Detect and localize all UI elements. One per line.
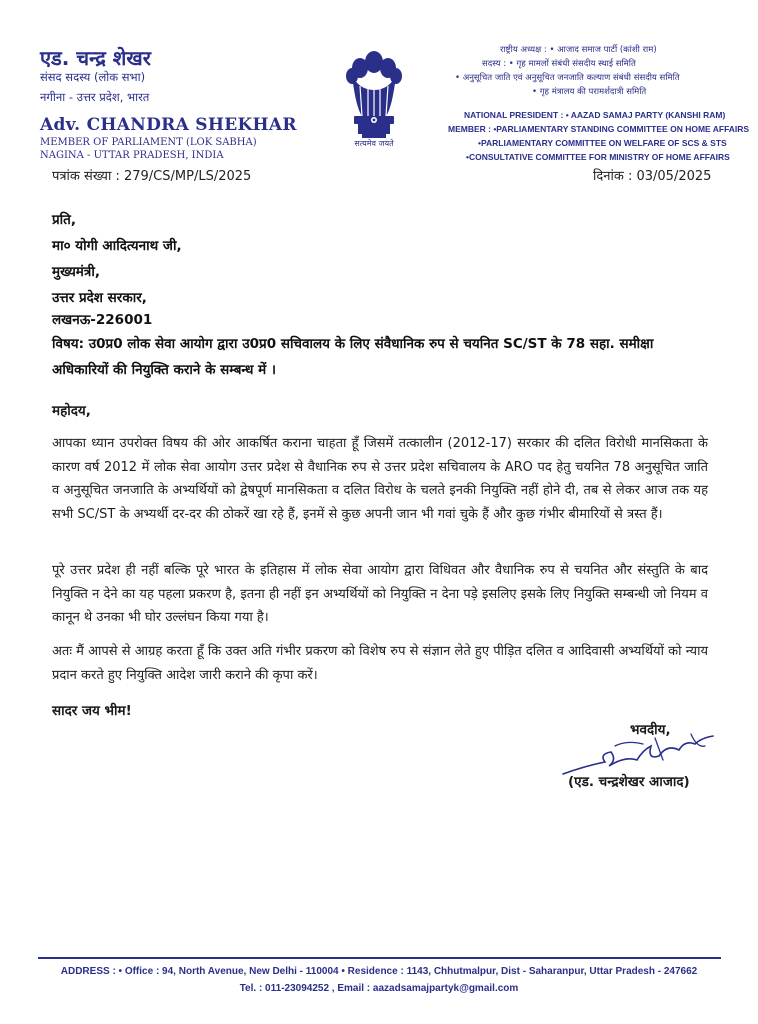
emblem-motto: सत्यमेव जयते bbox=[354, 139, 394, 148]
footer-divider bbox=[38, 957, 721, 959]
footer-address: ADDRESS : • Office : 94, North Avenue, New Delhi - 110004 • Residence : 1143, Chhutmalpur, Dist - Saharanpur, Uttar Pradesh - 247662 bbox=[60, 966, 698, 977]
letterhead-english-role-2: MEMBER : •PARLIAMENTARY STANDING COMMITTEE ON HOME AFFAIRS bbox=[448, 124, 750, 134]
addressee-line: प्रति, bbox=[52, 212, 77, 228]
letterhead-english-role-4: •CONSULTATIVE COMMITTEE FOR MINISTRY OF HOME AFFAIRS bbox=[466, 152, 730, 162]
salutation: महोदय, bbox=[52, 403, 91, 419]
letterhead-english-role-1: NATIONAL PRESIDENT : • AAZAD SAMAJ PARTY (KANSHI RAM) bbox=[464, 110, 726, 120]
national-emblem-icon bbox=[338, 46, 410, 146]
letterhead-english-designation: MEMBER OF PARLIAMENT (LOK SABHA) bbox=[40, 137, 257, 148]
body-paragraph: पूरे उत्तर प्रदेश ही नहीं बल्कि पूरे भारत के इतिहास में लोक सेवा आयोग द्वारा विधिवत और वैधानिक रुप से चयनित और संस्तुति के बाद नियुक्ति न देने का यह पहला प्रकरण है, इतना ही नहीं इन अभ्यर्थियों को नियुक्ति न देना पड़े इसलिए इसके लिए नियुक्ति सम्बन्धी जो नियम व कानून थे उनका भी घोर उल्लंघन किया गया है। bbox=[52, 563, 708, 625]
letter-subject: विषय: उ0प्र0 लोक सेवा आयोग द्वारा उ0प्र0 सचिवालय के लिए संवैधानिक रुप से चयनित SC/ST के 78 सहा. समीक्षा अधिकारियों की नियुक्ति कराने के सम्बन्ध में । bbox=[52, 336, 654, 378]
reference-number: पत्रांक संख्या : 279/CS/MP/LS/2025 bbox=[52, 169, 252, 184]
footer-contact: Tel. : 011-23094252 , Email : aazadsamajpartyk@gmail.com bbox=[239, 983, 519, 994]
sign-off: भवदीय, bbox=[630, 722, 671, 738]
addressee-line: उत्तर प्रदेश सरकार, bbox=[52, 290, 147, 306]
addressee-line: मुख्यमंत्री, bbox=[52, 264, 100, 280]
body-paragraph: आपका ध्यान उपरोक्त विषय की ओर आकर्षित कराना चाहता हूँ जिसमें तत्कालीन (2012-17) सरकार की दलित विरोधी मानसिकता के कारण वर्ष 2012 में लोक सेवा आयोग उत्तर प्रदेश से वैधानिक रुप से उत्तर प्रदेश सचिवालय के ARO पद हेतु चयनित 78 अनुसूचित जाति व अनुसूचित जनजाति के अभ्यर्थियों को द्वेषपूर्ण मानसिकता व दलित विरोध के चलते इनकी नियुक्ति नहीं होने दी, तब से लेकर आज तक यह सभी SC/ST के अभ्यर्थी दर-दर की ठोकरें खा रहे हैं, इनमें से कुछ अपनी जान भी गवां चुके हैं और कुछ गंभीर बीमारियों से त्रस्त हैं। bbox=[52, 436, 708, 522]
letterhead-hindi-name: एड. चन्द्र शेखर bbox=[40, 46, 151, 70]
letterhead-english-name: Adv. CHANDRA SHEKHAR bbox=[40, 115, 297, 135]
letterhead-hindi-role-1: राष्ट्रीय अध्यक्ष : • आजाद समाज पार्टी (कांशी राम) bbox=[500, 45, 657, 55]
signatory-name: (एड. चन्द्रशेखर आजाद) bbox=[568, 774, 690, 790]
letterhead-hindi-role-4: • गृह मंत्रालय की परामर्शदात्री समिति bbox=[532, 87, 647, 97]
letter-date: दिनांक : 03/05/2025 bbox=[593, 169, 712, 184]
letterhead-english-constituency: NAGINA - UTTAR PRADESH, INDIA bbox=[40, 150, 224, 161]
letterhead-hindi-role-3: • अनुसूचित जाति एवं अनुसूचित जनजाति कल्याण संबंधी संसदीय समिति bbox=[455, 73, 680, 83]
addressee-line: मा० योगी आदित्यनाथ जी, bbox=[52, 238, 182, 254]
body-paragraph: अतः मैं आपसे से आग्रह करता हूँ कि उक्त अति गंभीर प्रकरण को विशेष रुप से संज्ञान लेते हुए पीड़ित दलित व आदिवासी अभ्यर्थियों को न्याय प्रदान करते हुए नियुक्ति आदेश जारी कराने की कृपा करें। bbox=[52, 644, 708, 683]
letterhead-hindi-role-2: सदस्य : • गृह मामलों संबंधी संसदीय स्थाई समिति bbox=[482, 59, 636, 69]
letterhead-hindi-designation: संसद सदस्य (लोक सभा) bbox=[40, 70, 146, 84]
letterhead-hindi-constituency: नगीना - उत्तर प्रदेश, भारत bbox=[40, 90, 150, 104]
letterhead-english-role-3: •PARLIAMENTARY COMMITTEE ON WELFARE OF SCS & STS bbox=[478, 138, 727, 148]
closing-greeting: सादर जय भीम! bbox=[52, 703, 132, 719]
addressee-line: लखनऊ-226001 bbox=[52, 312, 153, 328]
